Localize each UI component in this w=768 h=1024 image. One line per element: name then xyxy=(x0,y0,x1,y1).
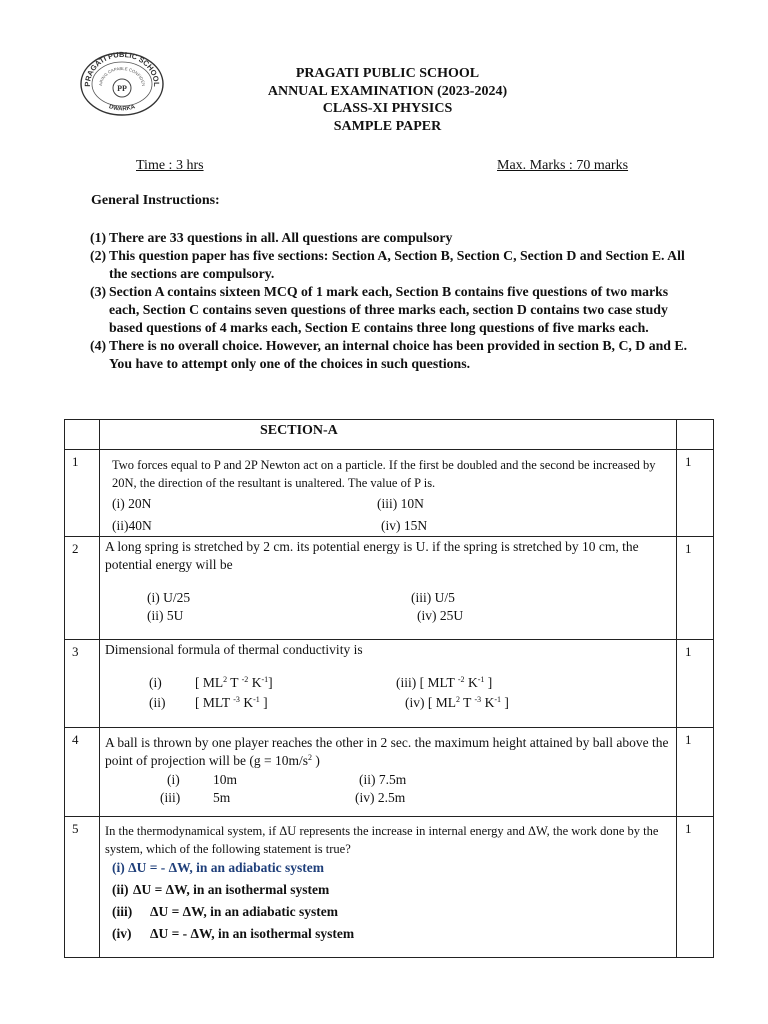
option: ΔU = ΔW, in an isothermal system xyxy=(133,882,330,897)
svg-text:PRAGATI PUBLIC SCHOOL: PRAGATI PUBLIC SCHOOL xyxy=(82,50,162,87)
option: 5m xyxy=(213,790,231,805)
question-number: 3 xyxy=(72,644,79,659)
option: (ii) 5U xyxy=(147,608,184,623)
instruction-item: (4) There is no overall choice. However, an internal choice has been provided in section B, C, D and E. You have to attempt only one of the choices in such questions. xyxy=(90,338,688,371)
option: (iii) U/5 xyxy=(411,590,455,605)
paper-type: SAMPLE PAPER xyxy=(333,118,442,134)
question-marks: 1 xyxy=(685,644,692,659)
question-number: 4 xyxy=(72,732,79,747)
section-header-row xyxy=(64,419,714,450)
option: 10m xyxy=(213,772,238,787)
option: (iii) [ MLT $^{-2}$ $K^{-1}$ ] xyxy=(396,675,493,690)
instructions-list xyxy=(90,229,690,373)
option: (i) 20N xyxy=(112,496,152,511)
instruction-item: (3) Section A contains sixteen MCQ of 1 mark each, Section B contains five questions of two marks each, Section C contains seven questions of three marks each, section D contains two case study based questions of 4 marks each, Section E contains three long questions of five marks each. xyxy=(90,284,669,335)
question-row xyxy=(64,817,714,958)
question-row xyxy=(64,640,714,728)
question-text: Dimensional formula of thermal conductivity is xyxy=(105,642,363,657)
svg-text:CARING CAPABLE CONFIDENT: ARING CAPABLE CONFIDEN xyxy=(97,65,147,87)
option: ΔU = - ΔW, in an isothermal system xyxy=(150,926,355,941)
question-text: A ball is thrown by one player reaches the other in 2 sec. the maximum height attained by ball above the point of projection will be ($g = 10m/s^2$ ) xyxy=(105,735,669,768)
school-name: PRAGATI PUBLIC SCHOOL xyxy=(295,66,480,81)
question-row xyxy=(64,450,714,537)
question-marks: 1 xyxy=(685,541,692,556)
option: (ii) xyxy=(149,695,166,710)
question-row xyxy=(64,728,714,817)
max-marks: Max. Marks : 70 marks xyxy=(497,158,629,173)
class-subject: CLASS-XI PHYSICS xyxy=(322,101,453,116)
question-marks: 1 xyxy=(685,454,692,469)
question-text: In the thermodynamical system, if ΔU represents the increase in internal energy and ΔW, the work done by the system, which of the following statement is true? xyxy=(105,824,659,856)
option: (ii) 7.5m xyxy=(359,772,407,787)
option: (ii)40N xyxy=(112,518,152,533)
option: (iii) xyxy=(160,790,181,805)
option: (iv) 25U xyxy=(417,608,464,623)
instruction-item: (1) There are 33 questions in all. All questions are compulsory xyxy=(90,230,453,245)
questions-table xyxy=(64,419,714,958)
option: ΔU = ΔW, in an adiabatic system xyxy=(150,904,339,919)
instructions-title: General Instructions: xyxy=(91,193,220,208)
question-number: 2 xyxy=(72,541,79,556)
instruction-item: (2) This question paper has five sections: Section A, Section B, Section C, Section D and Section E. All the sections are compulsory. xyxy=(90,248,685,281)
question-marks: 1 xyxy=(685,732,692,747)
question-text: Two forces equal to P and 2P Newton act on a particle. If the first be doubled and the second be increased by 20N, the direction of the resultant is unaltered. The value of P is. xyxy=(112,458,656,490)
question-text: A long spring is stretched by 2 cm. its potential energy is U. if the spring is stretched by 10 cm, the potential energy will be xyxy=(105,539,639,572)
question-number: 5 xyxy=(72,821,79,836)
paper-header xyxy=(0,65,768,135)
time-allowed: Time : 3 hrs xyxy=(136,158,204,173)
section-title: SECTION-A xyxy=(260,423,338,438)
option: (iv) 15N xyxy=(381,518,428,533)
exam-name: ANNUAL EXAMINATION (2023-2024) xyxy=(267,83,508,99)
option: (iii) xyxy=(112,904,133,919)
option: (iv) xyxy=(112,926,132,941)
option: [ $ML^2$ T $^{-2}$ $K^{-1}$] xyxy=(195,675,273,690)
option: (ii) xyxy=(112,882,129,897)
option: (iii) 10N xyxy=(377,496,424,511)
option-highlighted: (i) ΔU = - ΔW, in an adiabatic system xyxy=(112,860,325,875)
question-row xyxy=(64,537,714,640)
option: (iv) 2.5m xyxy=(355,790,406,805)
svg-text:PP: PP xyxy=(117,84,127,93)
svg-text:DWARKA: DWARKA xyxy=(108,104,136,113)
question-marks: 1 xyxy=(685,821,692,836)
option: [ MLT $^{-3}$ $K^{-1}$ ] xyxy=(195,695,268,710)
option: (i) U/25 xyxy=(147,590,191,605)
option: (i) xyxy=(167,772,180,787)
option: (iv) [ $ML^2$ T $^{-3}$ $K^{-1}$ ] xyxy=(405,695,509,710)
option: (i) xyxy=(149,675,162,690)
question-number: 1 xyxy=(72,454,79,469)
